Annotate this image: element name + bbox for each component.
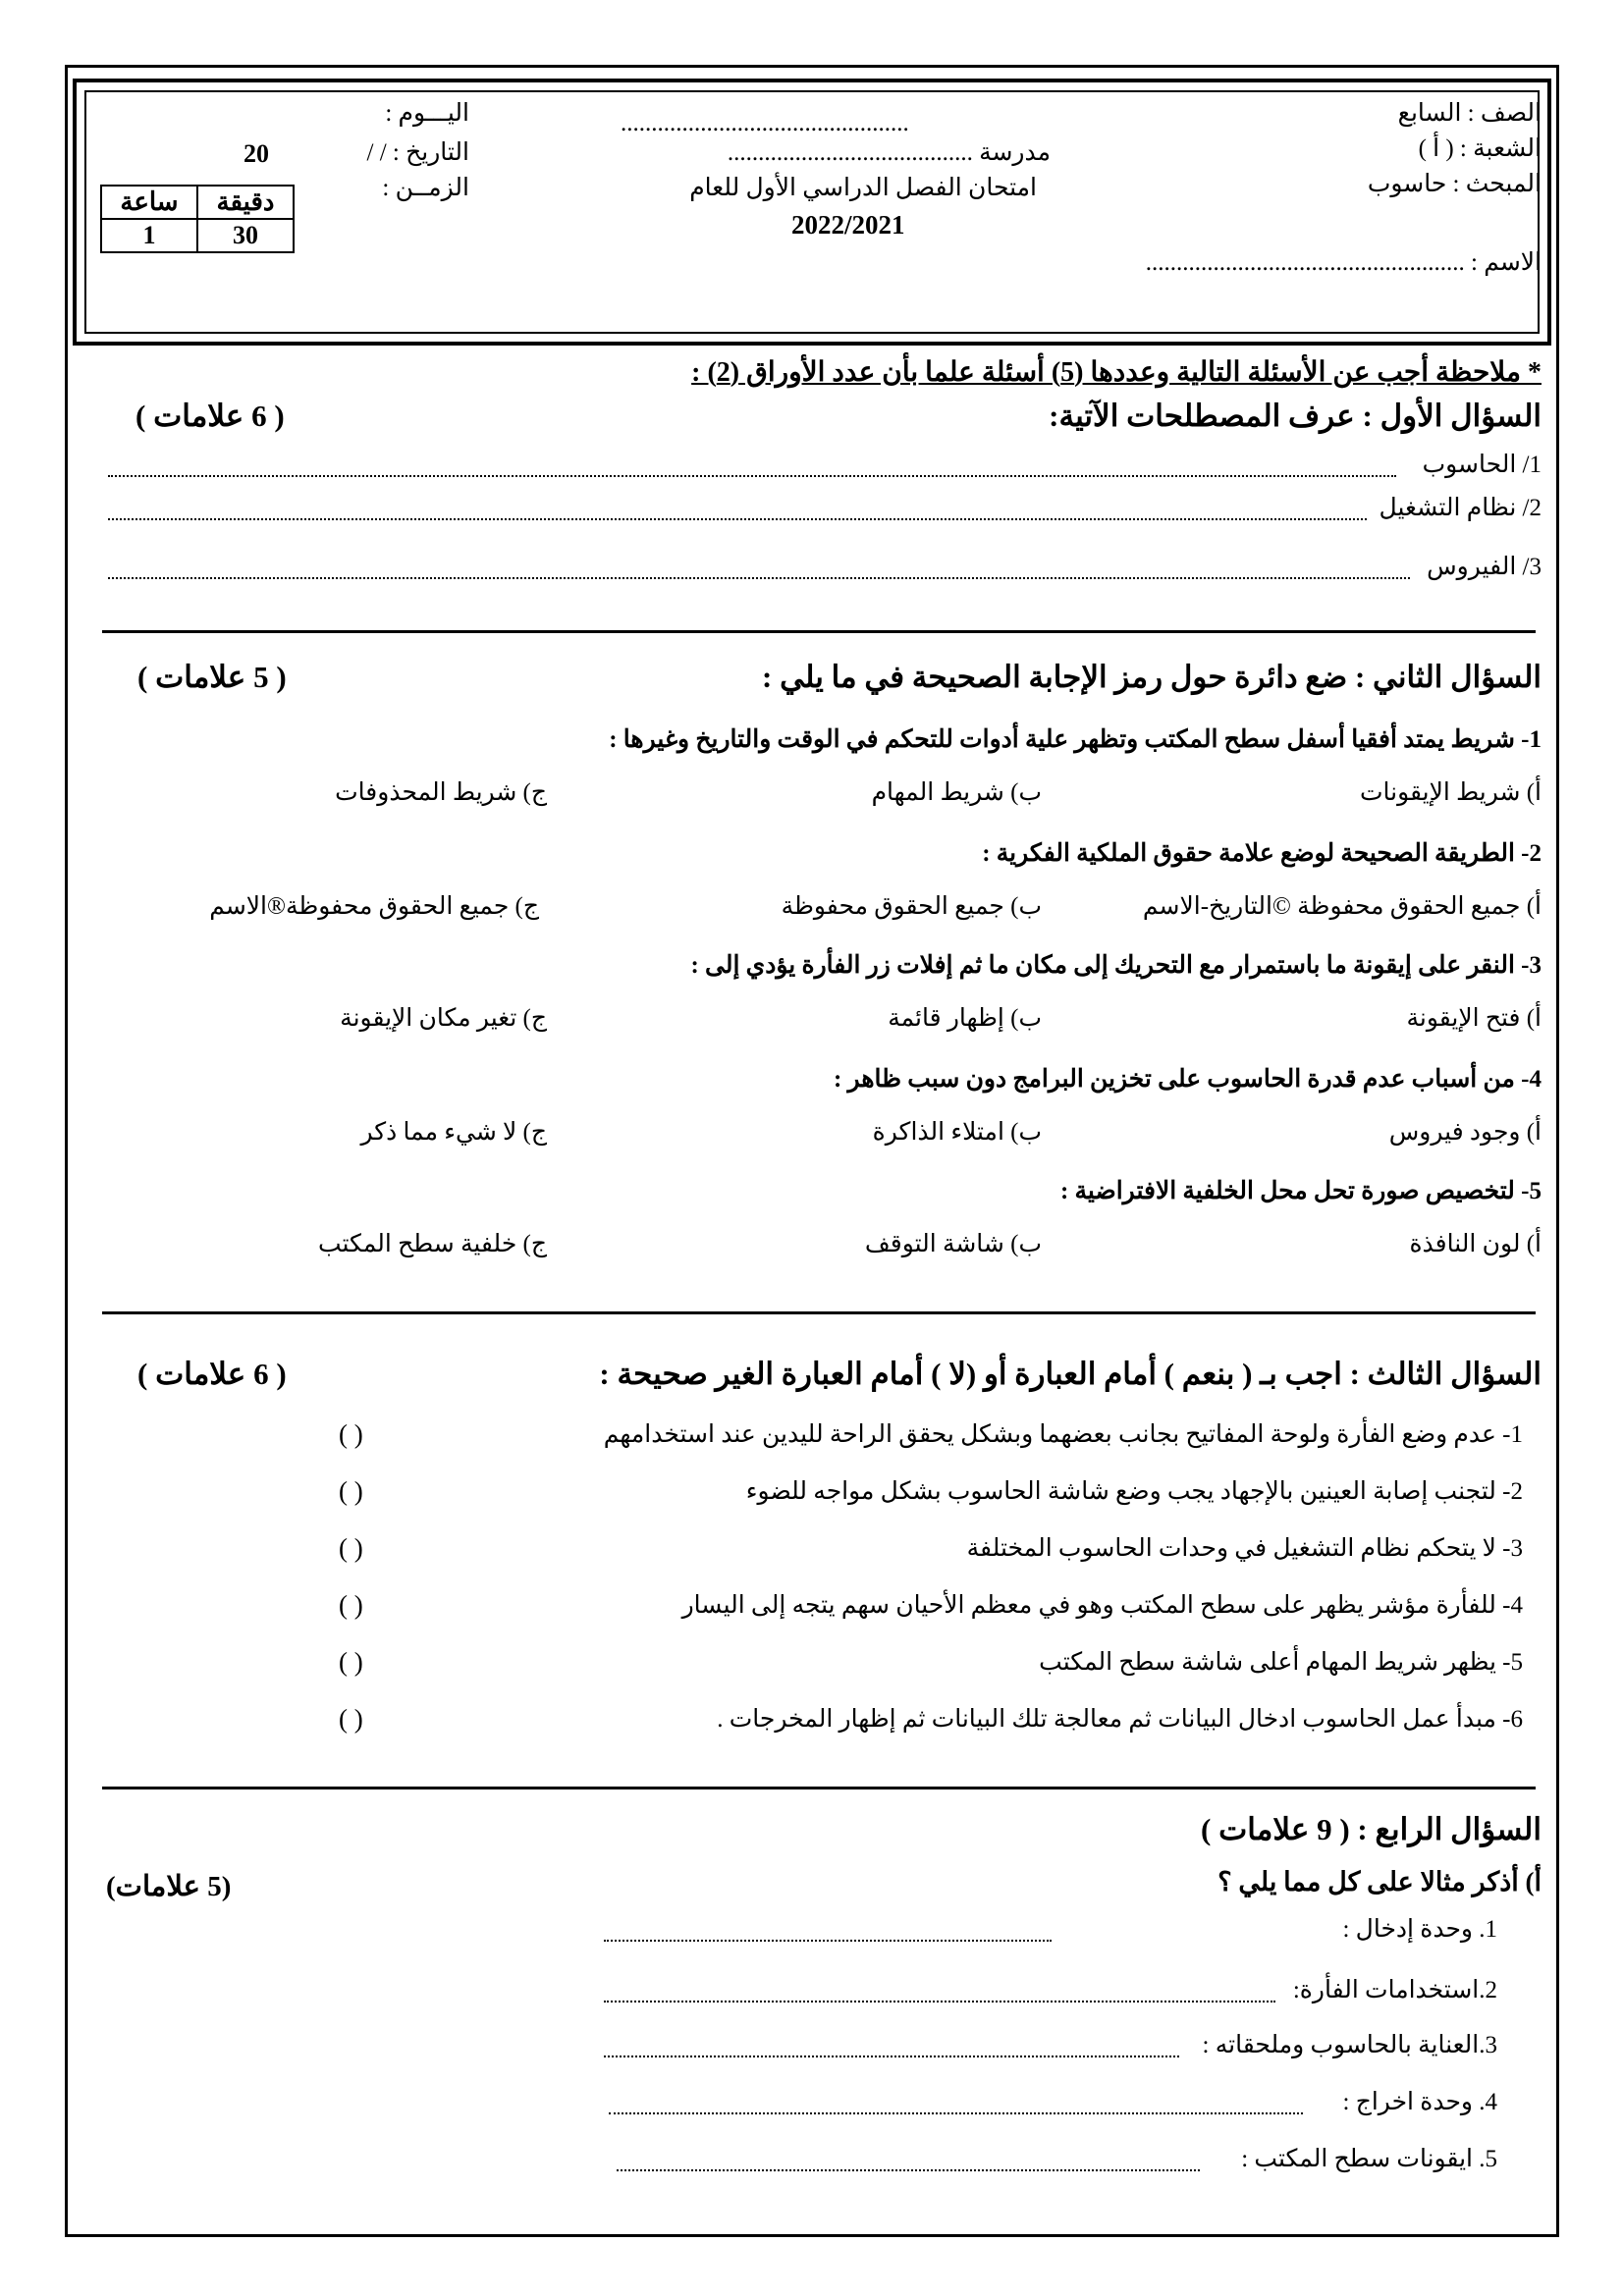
student-name-field[interactable]: الاسم : .................................................... [1145,249,1542,276]
q3-item-6: 6- مبدأ عمل الحاسوب ادخال البيانات ثم معالجة تلك البيانات ثم إظهار المخرجات . [717,1706,1523,1733]
q4-answer-line-2[interactable] [604,2001,1275,2002]
q2-option-3c[interactable]: ج) تغير مكان الإيقونة [340,1005,547,1032]
time-table [100,185,295,253]
q4-title: السؤال الرابع : ( 9 علامات ) [1201,1812,1542,1846]
q4-answer-line-5[interactable] [617,2169,1200,2171]
instructions-note: * ملاحظة أجب عن الأسئلة التالية وعددها (5) أسئلة علما بأن عدد الأوراق (2) : [691,357,1542,388]
q4-item-1: 1. وحدة إدخال : [1342,1916,1497,1943]
q4-item-2: 2.استخدامات الفأرة: [1292,1977,1497,2003]
q2-option-2b[interactable]: ب) جميع الحقوق محفوظة [781,893,1042,920]
q3-answer-1[interactable]: ( ) [339,1419,363,1449]
grade-label: الصف : السابع [1397,100,1542,127]
school-label: مدرسة ........................................ [727,139,1051,166]
time-label: الزمــن : [382,175,469,201]
q3-item-2: 2- لتجنب إصابة العينين بالإجهاد يجب وضع شاشة الحاسوب بشكل مواجه للضوء [745,1478,1523,1505]
q4-part-a-marks: (5 علامات) [106,1871,232,1902]
q3-marks: ( 6 علامات ) [137,1357,287,1391]
q1-answer-line-1[interactable] [108,475,1396,477]
q3-item-4: 4- للفأرة مؤشر يظهر على سطح المكتب وهو في معظم الأحيان سهم يتجه إلى اليسار [681,1592,1523,1619]
q1-item-2: 2/ نظام التشغيل [1379,495,1542,521]
q1-item-1: 1/ الحاسوب [1422,452,1542,478]
q2-option-2a[interactable]: أ) جميع الحقوق محفوظة ©التاريخ-الاسم [1142,893,1542,920]
school-name-field[interactable]: ............................................... [621,110,909,136]
q2-stem-3: 3- النقر على إيقونة ما باستمرار مع التحريك إلى مكان ما ثم إفلات زر الفأرة يؤدي إلى : [690,952,1542,979]
q3-item-3: 3- لا يتحكم نظام التشغيل في وحدات الحاسوب المختلفة [966,1535,1523,1562]
minute-label: دقيقة [197,186,294,219]
q4-part-a: أ) أذكر مثالا على كل مما يلي ؟ [1217,1867,1542,1896]
divider-3 [102,1787,1536,1789]
q4-item-3: 3.العناية بالحاسوب وملحقاته : [1202,2032,1497,2058]
q4-answer-line-1[interactable] [604,1940,1052,1942]
q2-title: السؤال الثاني : ضع دائرة حول رمز الإجابة الصحيحة في ما يلي : [762,660,1542,694]
exam-title: امتحان الفصل الدراسي الأول للعام [689,175,1037,201]
page-border [65,65,1559,2237]
q4-item-5: 5. ايقونات سطح المكتب : [1241,2146,1497,2172]
q2-option-1b[interactable]: ب) شريط المهام [871,779,1042,806]
q3-answer-4[interactable]: ( ) [339,1590,363,1620]
q2-stem-5: 5- لتخصيص صورة تحل محل الخلفية الافتراضية : [1059,1178,1542,1204]
q4-answer-line-4[interactable] [609,2112,1303,2114]
q1-item-3: 3/ الفيروس [1427,554,1542,580]
q2-option-1a[interactable]: أ) شريط الإيقونات [1359,779,1542,806]
q1-answer-line-3[interactable] [108,577,1410,579]
hour-label: ساعة [101,186,197,219]
date-year: 20 [243,139,269,168]
exam-year: 2022/2021 [791,210,905,240]
q4-answer-line-3[interactable] [604,2056,1179,2057]
q2-option-2c[interactable]: ج) جميع الحقوق محفوظة®الاسم [209,893,539,920]
q2-stem-4: 4- من أسباب عدم قدرة الحاسوب على تخزين البرامج دون سبب ظاهر : [833,1066,1542,1093]
q2-stem-2: 2- الطريقة الصحيحة لوضع علامة حقوق الملكية الفكرية : [982,840,1542,867]
subject-label: المبحث : حاسوب [1367,171,1542,197]
q2-option-3b[interactable]: ب) إظهار قائمة [888,1005,1042,1032]
date-label: التاريخ : / / [366,139,469,166]
divider-2 [102,1311,1536,1314]
q2-option-5a[interactable]: أ) لون النافذة [1409,1231,1542,1257]
q3-answer-3[interactable]: ( ) [339,1533,363,1563]
q2-stem-1: 1- شريط يمتد أفقيا أسفل سطح المكتب وتظهر علية أدوات للتحكم في الوقت والتاريخ وغيرها : [609,726,1542,753]
q3-answer-6[interactable]: ( ) [339,1704,363,1734]
q3-answer-5[interactable]: ( ) [339,1647,363,1677]
q2-option-5c[interactable]: ج) خلفية سطح المكتب [317,1231,547,1257]
q3-item-5: 5- يظهر شريط المهام أعلى شاشة سطح المكتب [1039,1649,1523,1676]
q2-option-3a[interactable]: أ) فتح الإيقونة [1406,1005,1542,1032]
day-label: اليـــوم : [385,100,469,127]
q2-marks: ( 5 علامات ) [137,660,287,694]
q2-option-1c[interactable]: ج) شريط المحذوفات [335,779,547,806]
q2-option-4b[interactable]: ب) امتلاء الذاكرة [872,1119,1042,1146]
q4-item-4: 4. وحدة اخراج : [1342,2089,1497,2115]
q3-answer-2[interactable]: ( ) [339,1476,363,1506]
q2-option-5b[interactable]: ب) شاشة التوقف [864,1231,1042,1257]
q3-item-1: 1- عدم وضع الفأرة ولوحة المفاتيح بجانب بعضهما وبشكل يحقق الراحة لليدين عند استخدامهم [603,1421,1523,1448]
minute-value: 30 [197,219,294,252]
q1-answer-line-2[interactable] [108,518,1367,520]
q1-title: السؤال الأول : عرف المصطلحات الآتية: [1049,399,1542,433]
section-label: الشعبة : ( أ ) [1418,135,1542,162]
q3-title: السؤال الثالث : اجب بـ ( بنعم ) أمام العبارة أو (لا ) أمام العبارة الغير صحيحة : [599,1357,1542,1391]
divider-1 [102,630,1536,633]
q2-option-4c[interactable]: ج) لا شيء مما ذكر [360,1119,547,1146]
q2-option-4a[interactable]: أ) وجود فيروس [1388,1119,1542,1146]
q1-marks: ( 6 علامات ) [135,399,285,433]
hour-value: 1 [101,219,197,252]
